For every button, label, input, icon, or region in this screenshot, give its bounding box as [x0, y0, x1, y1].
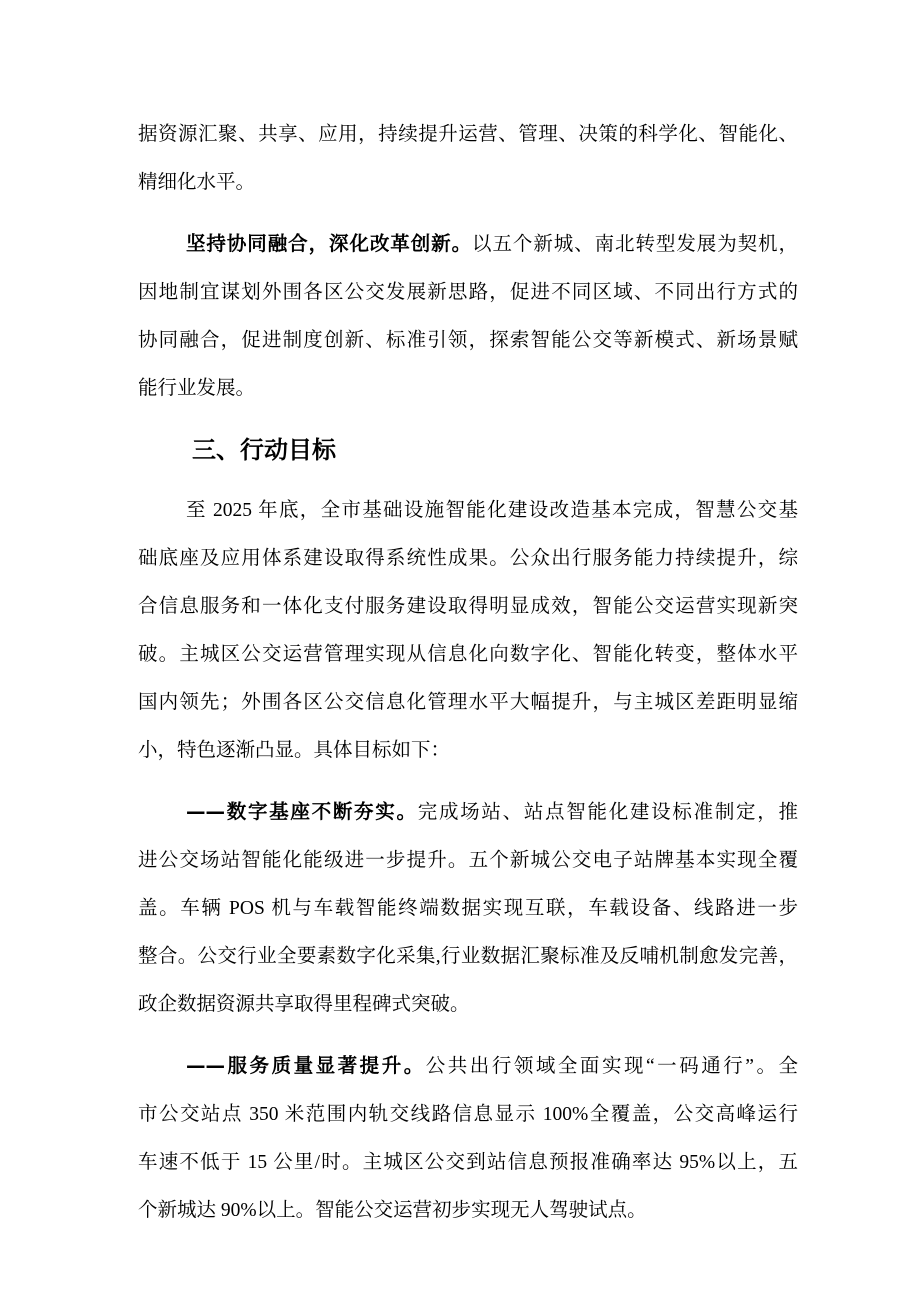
text-line: 车速不低于 15 公里/时。主城区公交到站信息预报准确率达 95%以上，五: [138, 1152, 798, 1173]
paragraph: [138, 220, 798, 413]
text-line: 破。主城区公交运营管理实现从信息化向数字化、智能化转变，整体水平: [138, 644, 798, 665]
paragraph: [138, 1042, 798, 1235]
text-line: 据资源汇聚、共享、应用，持续提升运营、管理、决策的科学化、智能化、: [138, 124, 798, 145]
text-line: 能行业发展。: [138, 378, 256, 399]
text-run: 公共出行领域全面实现“一码通行”。全: [425, 1056, 798, 1077]
paragraph: [138, 111, 798, 207]
text-line: 个新城达 90%以上。智能公交运营初步实现无人驾驶试点。: [138, 1200, 647, 1221]
bold-lead: 坚持协同融合，深化改革创新。: [186, 232, 473, 255]
section-heading: 三、行动目标: [192, 436, 336, 464]
text-line: 至 2025 年底，全市基础设施智能化建设改造基本完成，智慧公交基: [186, 500, 798, 521]
text-line: 因地制宜谋划外围各区公交发展新思路，促进不同区域、不同出行方式的: [138, 282, 798, 303]
text-line: 合信息服务和一体化支付服务建设取得明显成效，智能公交运营实现新突: [138, 596, 798, 617]
bold-lead: ——服务质量显著提升。: [186, 1054, 426, 1077]
text-line: [138, 220, 798, 269]
text-line: 协同融合，促进制度创新、标准引领，探索智能公交等新模式、新场景赋: [138, 330, 798, 351]
text-line: 小，特色逐渐凸显。具体目标如下：: [138, 740, 451, 761]
paragraph: [138, 487, 798, 775]
text-line: 政企数据资源共享取得里程碑式突破。: [138, 994, 470, 1015]
text-line: [138, 788, 798, 837]
text-line: 整合。公交行业全要素数字化采集,行业数据汇聚标准及反哺机制愈发完善，: [138, 946, 798, 967]
text-run: 以五个新城、南北转型发展为契机，: [472, 234, 798, 255]
text-run: 完成场站、站点智能化建设标准制定，推: [417, 802, 798, 823]
text-line: 盖。车辆 POS 机与车载智能终端数据实现互联，车载设备、线路进一步: [138, 898, 798, 919]
text-line: 精细化水平。: [138, 172, 256, 193]
document-body: [138, 111, 798, 1235]
text-line: 市公交站点 350 米范围内轨交线路信息显示 100%全覆盖，公交高峰运行: [138, 1104, 798, 1125]
paragraph: [138, 788, 798, 1029]
text-line: [138, 1042, 798, 1091]
bold-lead: ——数字基座不断夯实。: [186, 800, 418, 823]
text-line: 进公交场站智能化能级进一步提升。五个新城公交电子站牌基本实现全覆: [138, 850, 798, 871]
text-line: 础底座及应用体系建设取得系统性成果。公众出行服务能力持续提升，综: [138, 548, 798, 569]
text-line: 国内领先；外围各区公交信息化管理水平大幅提升，与主城区差距明显缩: [138, 692, 798, 713]
